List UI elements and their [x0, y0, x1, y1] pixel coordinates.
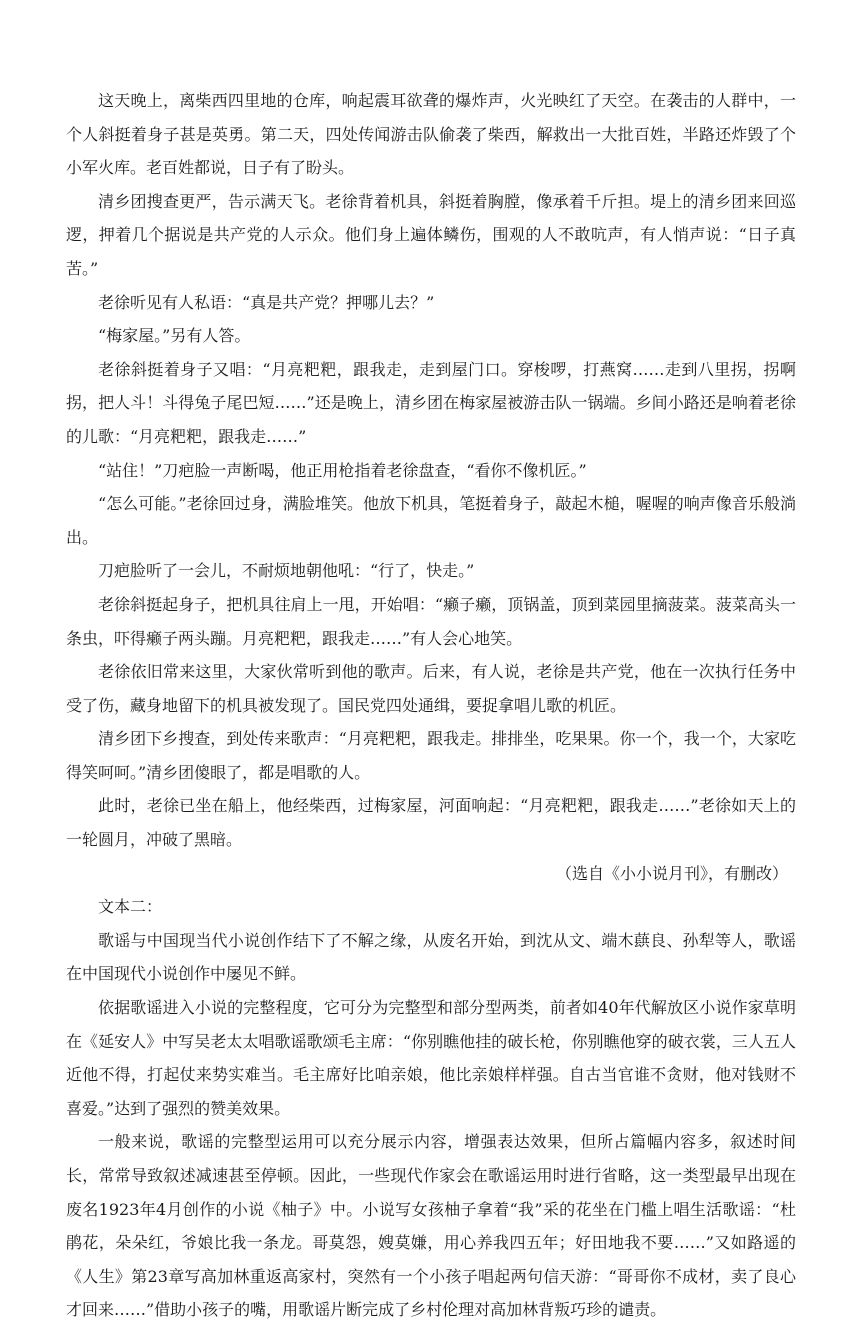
- text-two-paragraph-1: 歌谣与中国现当代小说创作结下了不解之缘，从废名开始，到沈从文、端木蕻良、孙犁等人，歌谣在中国现代小说创作中屡见不鲜。: [66, 930, 796, 984]
- text-one-paragraph-4: “梅家屋。”另有人答。: [98, 326, 251, 346]
- text-one-paragraph-3: 老徐听见有人私语：“真是共产党？押哪儿去？”: [98, 292, 435, 312]
- text-two-paragraph-3: 一般来说，歌谣的完整型运用可以充分展示内容，增强表达效果，但所占篇幅内容多，叙述时间长，常常导致叙述减速甚至停顿。因此，一些现代作家会在歌谣运用时进行省略，这一类型最早出现在废名1923年4月创作的小说《柚子》中。小说写女孩柚子拿着“我”采的花坐在门槛上唱生活歌谣：“杜鹃花，朵朵红，爷娘比我一条龙。哥莫怨，嫂莫嫌，用心养我四五年；好田地我不要……”又如路遥的《人生》第23章写高加林重返高家村，突然有一个小孩子唱起两句信天游：“哥哥你不成材，卖了良心才回来……”借助小孩子的嘴，用歌谣片断完成了乡村伦理对高加林背叛巧珍的谴责。: [66, 1132, 796, 1320]
- text-one-paragraph-10: 老徐依旧常来这里，大家伙常听到他的歌声。后来，有人说，老徐是共产党，他在一次执行任务中受了伤，藏身地留下的机具被发现了。国民党四处通缉，要捉拿唱儿歌的机匠。: [66, 662, 796, 715]
- text-one-paragraph-6: “站住！”刀疤脸一声断喝，他正用枪指着老徐盘查，“看你不像机匠。”: [98, 460, 587, 480]
- text-one-paragraph-1: 这天晚上，离柴西四里地的仓库，响起震耳欲聋的爆炸声，火光映红了天空。在袭击的人群中，一个人斜挺着身子甚是英勇。第二天，四处传闻游击队偷袭了柴西，解救出一大批百姓，半路还炸毁了个小军火库。老百姓都说，日子有了盼头。: [66, 91, 796, 178]
- document-page: [66, 84, 796, 1327]
- text-two: [66, 890, 796, 1327]
- text-one-paragraph-7: “怎么可能。”老徐回过身，满脸堆笑。他放下机具，笔挺着身子，敲起木槌，喔喔的响声像音乐般淌出。: [66, 494, 796, 547]
- source-citation: （选自《小小说月刊》，有删改）: [555, 863, 788, 883]
- text-two-label: 文本二：: [98, 897, 163, 917]
- text-one: [66, 84, 796, 890]
- text-one-paragraph-11: 清乡团下乡搜查，到处传来歌声：“月亮粑粑，跟我走。排排坐，吃果果。你一个，我一个，大家吃得笑呵呵。”清乡团傻眼了，都是唱歌的人。: [66, 729, 796, 782]
- text-one-paragraph-9: 老徐斜挺起身子，把机具往肩上一甩，开始唱：“癞子癞，顶锅盖，顶到菜园里摘菠菜。菠菜高头一条虫，吓得癞子两头蹦。月亮粑粑，跟我走……”有人会心地笑。: [66, 594, 796, 648]
- text-one-paragraph-12: 此时，老徐已坐在船上，他经柴西，过梅家屋，河面响起：“月亮粑粑，跟我走……”老徐如天上的一轮圆月，冲破了黑暗。: [66, 796, 796, 850]
- text-one-paragraph-5: 老徐斜挺着身子又唱：“月亮粑粑，跟我走，走到屋门口。穿梭啰，打燕窝……走到八里拐，拐啊拐，把人斗！斗得兔子尾巴短……”还是晚上，清乡团在梅家屋被游击队一锅端。乡间小路还是响着老徐的儿歌：“月亮粑粑，跟我走……”: [66, 359, 796, 446]
- text-one-paragraph-2: 清乡团搜查更严，告示满天飞。老徐背着机具，斜挺着胸膛，像承着千斤担。堤上的清乡团来回巡逻，押着几个据说是共产党的人示众。他们身上遍体鳞伤，围观的人不敢吭声，有人悄声说：“日子真苦。”: [66, 191, 796, 278]
- text-two-paragraph-2: 依据歌谣进入小说的完整程度，它可分为完整型和部分型两类，前者如40年代解放区小说作家草明在《延安人》中写吴老太太唱歌谣歌颂毛主席：“你别瞧他挂的破长枪，你别瞧他穿的破衣裳，三人五人近他不得，打起仗来势实难当。毛主席好比咱亲娘，他比亲娘样样强。自古当官谁不贪财，他对钱财不喜爱。”达到了强烈的赞美效果。: [66, 998, 796, 1118]
- text-one-paragraph-8: 刀疤脸听了一会儿，不耐烦地朝他吼：“行了，快走。”: [98, 561, 475, 581]
